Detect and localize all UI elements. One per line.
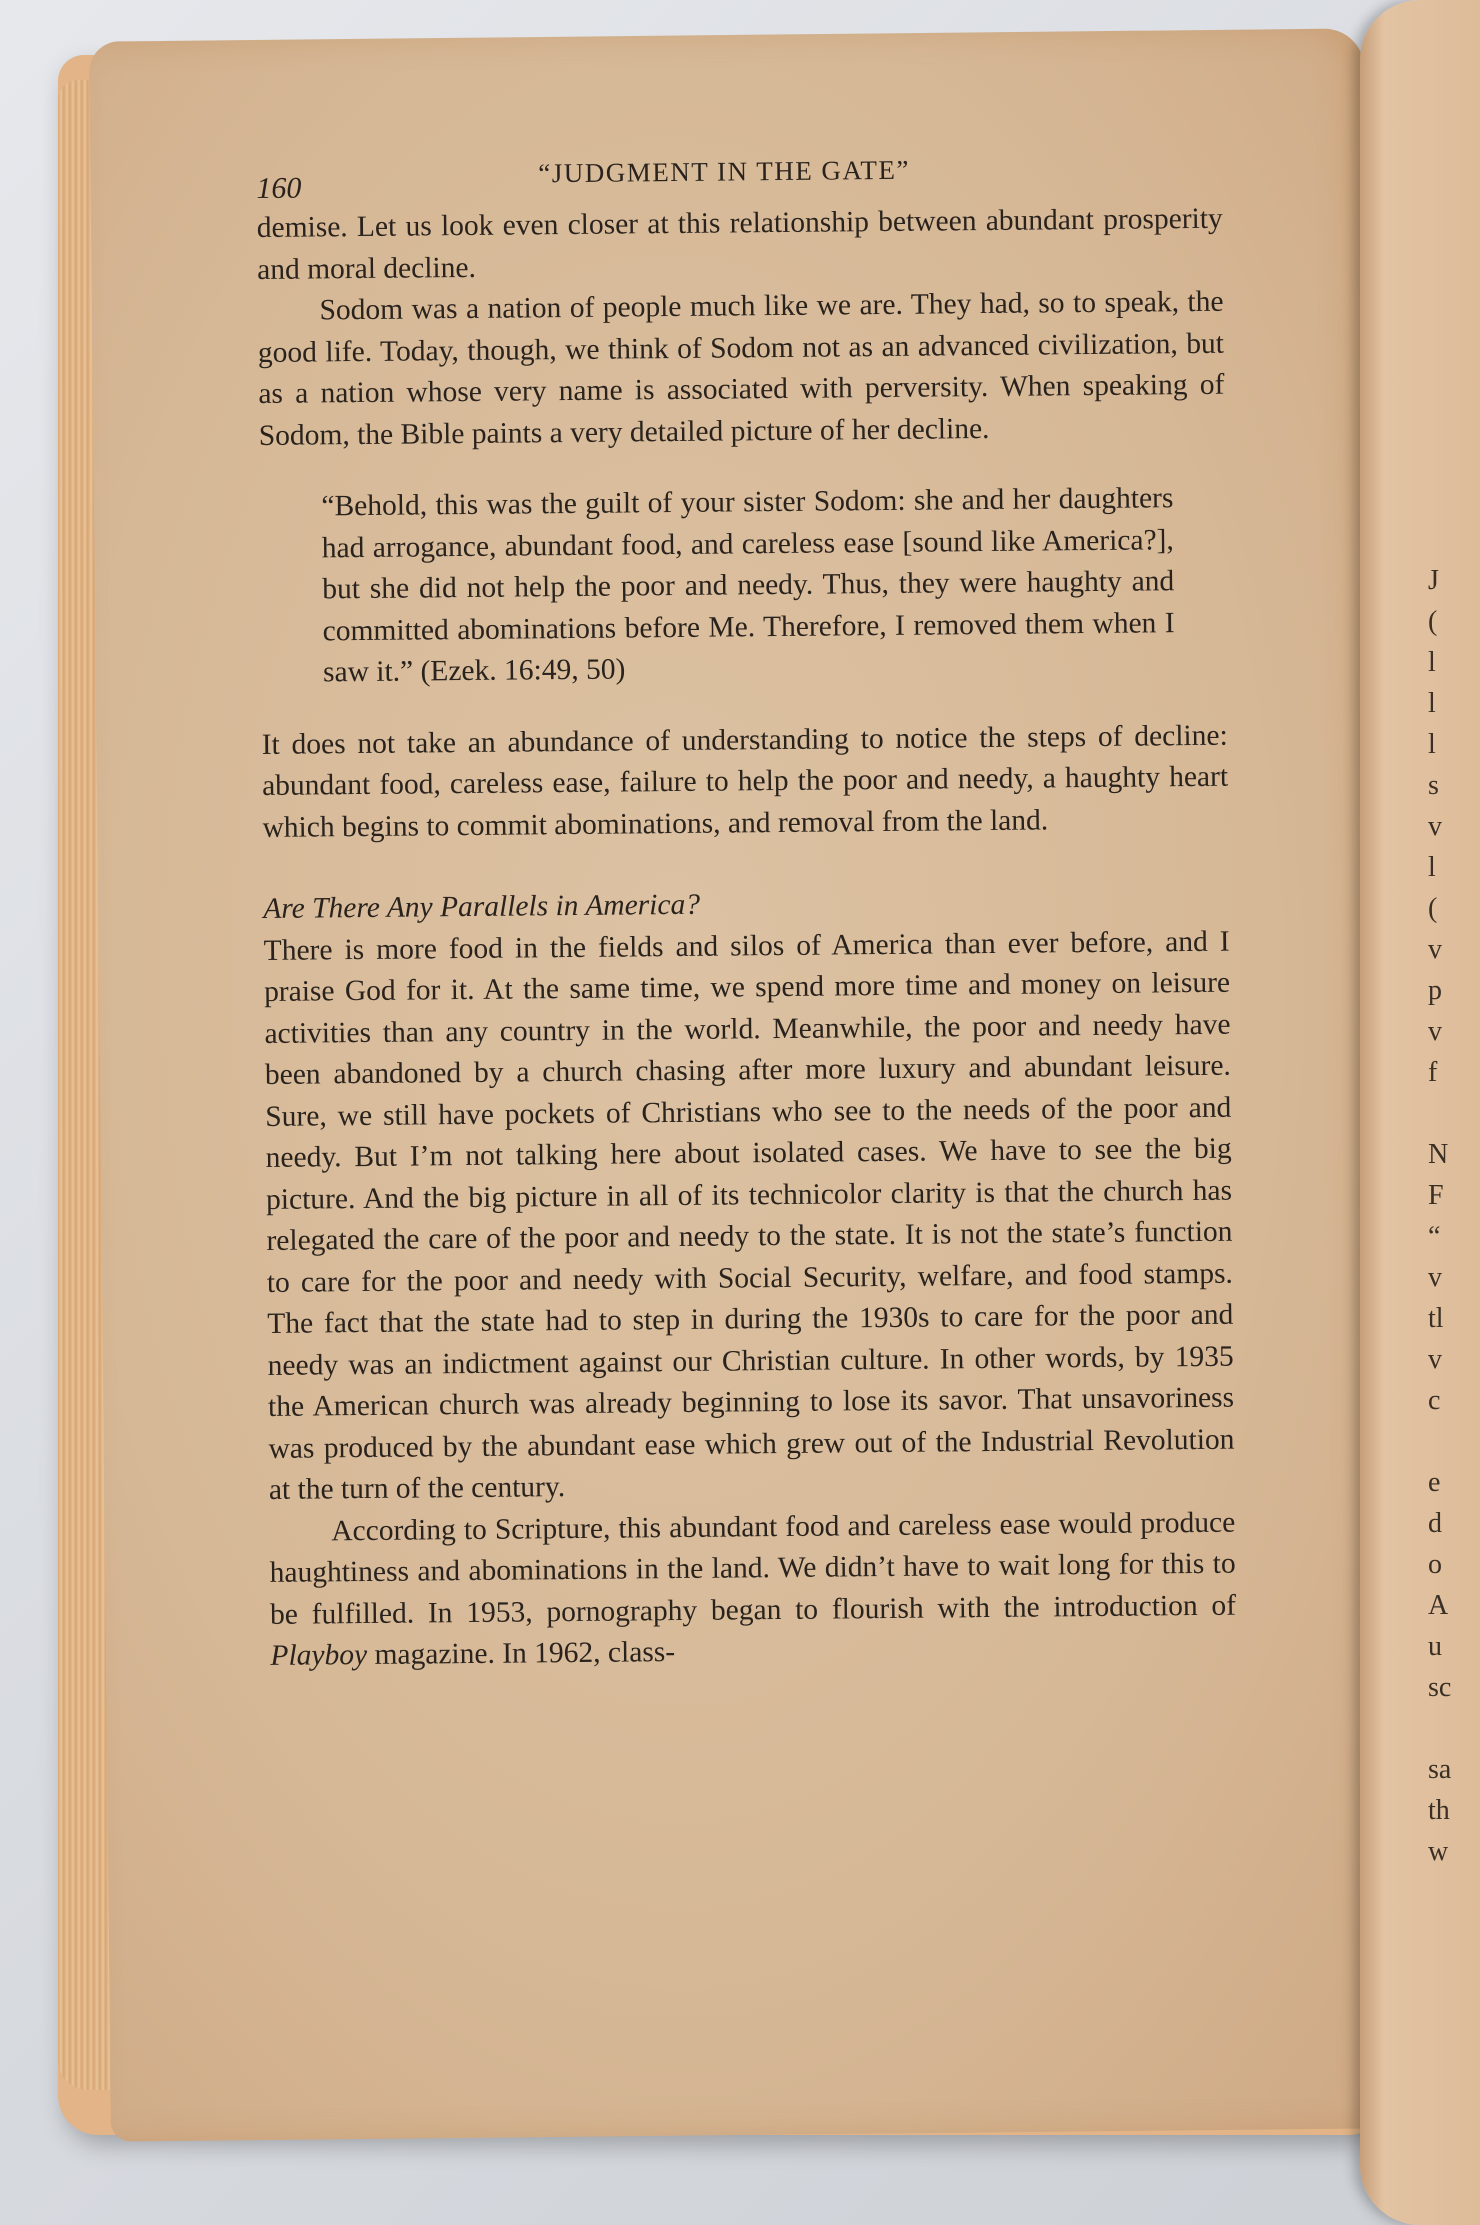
facing-page-fragment: o <box>1428 1549 1442 1580</box>
magazine-title: Playboy <box>270 1639 368 1672</box>
facing-page-fragment: tl <box>1428 1303 1444 1334</box>
facing-page-fragment: A <box>1428 1590 1449 1621</box>
section-heading: Are There Any Parallels in America? <box>263 888 701 925</box>
facing-page-fragment <box>1428 1421 1468 1462</box>
block-quote-ezekiel: “Behold, this was the guilt of your sister Sodom: she and her daughters had arrogance, abundant food, and careless ease [sound like America?], but she did not help the poor and needy. Thus, they were haughty and committed abominations before Me. Therefore, I removed them when I saw it.” (Ezek. 16:49, 50) <box>321 482 1175 689</box>
facing-page-fragment <box>1428 1708 1468 1749</box>
facing-page-text <box>1428 560 1468 1872</box>
paragraph-steps-of-decline: It does not take an abundance of understanding to notice the steps of decline: abundant food, careless ease, failure to help the poor and needy, a haughty heart which begins to commit abominations, and removal from the land. <box>261 719 1229 844</box>
facing-page-fragment: v <box>1428 811 1442 842</box>
paragraph-sodom: Sodom was a nation of people much like we are. They had, so to speak, the good life. Today, though, we think of Sodom not as an advanced civilization, but as a nation whose very name is associated with perversity. When speaking of Sodom, the Bible paints a very detailed picture of her decline. <box>257 285 1225 452</box>
page-number: 160 <box>256 171 302 205</box>
facing-page-fragment: w <box>1428 1836 1449 1867</box>
facing-page-fragment: l <box>1428 852 1436 883</box>
paragraph-parallels: There is more food in the fields and silos of America than ever before, and I praise God for it. At the same time, we spend more time and money on leisure activities than any country in the world. Meanwhile, the poor and needy have been abandoned by a church chasing after more luxury and abundant leisure. Sure, we still have pockets of Christians who see to the needs of the poor and needy. But I’m not talking here about isolated cases. We have to see the big picture. And the big picture in all of its technicolor clarity is that the church has relegated the care of the poor and needy to the state. It is not the state’s function to care for the poor and needy with Social Security, welfare, and food stamps. The fact that the state had to step in during the 1930s to care for the poor and needy was an indictment against our Christian culture. In other words, by 1935 the American church was already beginning to lose its savor. That unsavoriness was produced by the abundant ease which grew out of the Industrial Revolution at the turn of the century. <box>263 925 1235 1506</box>
facing-page-fragment: F <box>1428 1180 1444 1211</box>
facing-page-fragment <box>1428 1093 1468 1134</box>
facing-page-fragment: u <box>1428 1631 1442 1662</box>
facing-page-fragment: v <box>1428 1016 1442 1047</box>
facing-page-fragment: l <box>1428 647 1436 678</box>
facing-page-fragment: J <box>1428 565 1439 596</box>
paragraph-scripture-end: magazine. In 1962, class- <box>366 1636 676 1672</box>
running-head: “JUDGMENT IN THE GATE” <box>538 154 911 189</box>
facing-page-fragment: N <box>1428 1139 1449 1170</box>
facing-page-fragment: “ <box>1428 1221 1441 1252</box>
paragraph-scripture <box>269 1502 1237 1677</box>
facing-page-fragment: ( <box>1428 893 1438 924</box>
page-text <box>256 139 1237 1678</box>
facing-page-fragment: v <box>1428 1262 1442 1293</box>
facing-page-fragment: sc <box>1428 1672 1452 1703</box>
facing-page-fragment: v <box>1428 1344 1442 1375</box>
paragraph-demise: demise. Let us look even closer at this relationship between abundant prosperity and moral decline. <box>256 202 1223 286</box>
facing-page-fragment: c <box>1428 1385 1441 1416</box>
facing-page-fragment: v <box>1428 934 1442 965</box>
page-header <box>256 139 1223 208</box>
facing-page-fragment: f <box>1428 1057 1438 1088</box>
facing-page-fragment: ( <box>1428 606 1438 637</box>
facing-page-fragment: th <box>1428 1795 1450 1826</box>
facing-page-fragment: l <box>1428 688 1436 719</box>
facing-page-fragment: e <box>1428 1467 1441 1498</box>
facing-page-fragment: sa <box>1428 1754 1452 1785</box>
paragraph-scripture-start: According to Scripture, this abundant food and careless ease would produce haughtiness and abominations in the land. We didn’t have to wait long for this to be fulfilled. In 1953, pornography began to flourish with the introduction of <box>269 1506 1237 1631</box>
facing-page-fragment: d <box>1428 1508 1442 1539</box>
facing-page-fragment: p <box>1428 975 1442 1006</box>
facing-page-fragment: l <box>1428 729 1436 760</box>
facing-page-fragment: s <box>1428 770 1439 801</box>
